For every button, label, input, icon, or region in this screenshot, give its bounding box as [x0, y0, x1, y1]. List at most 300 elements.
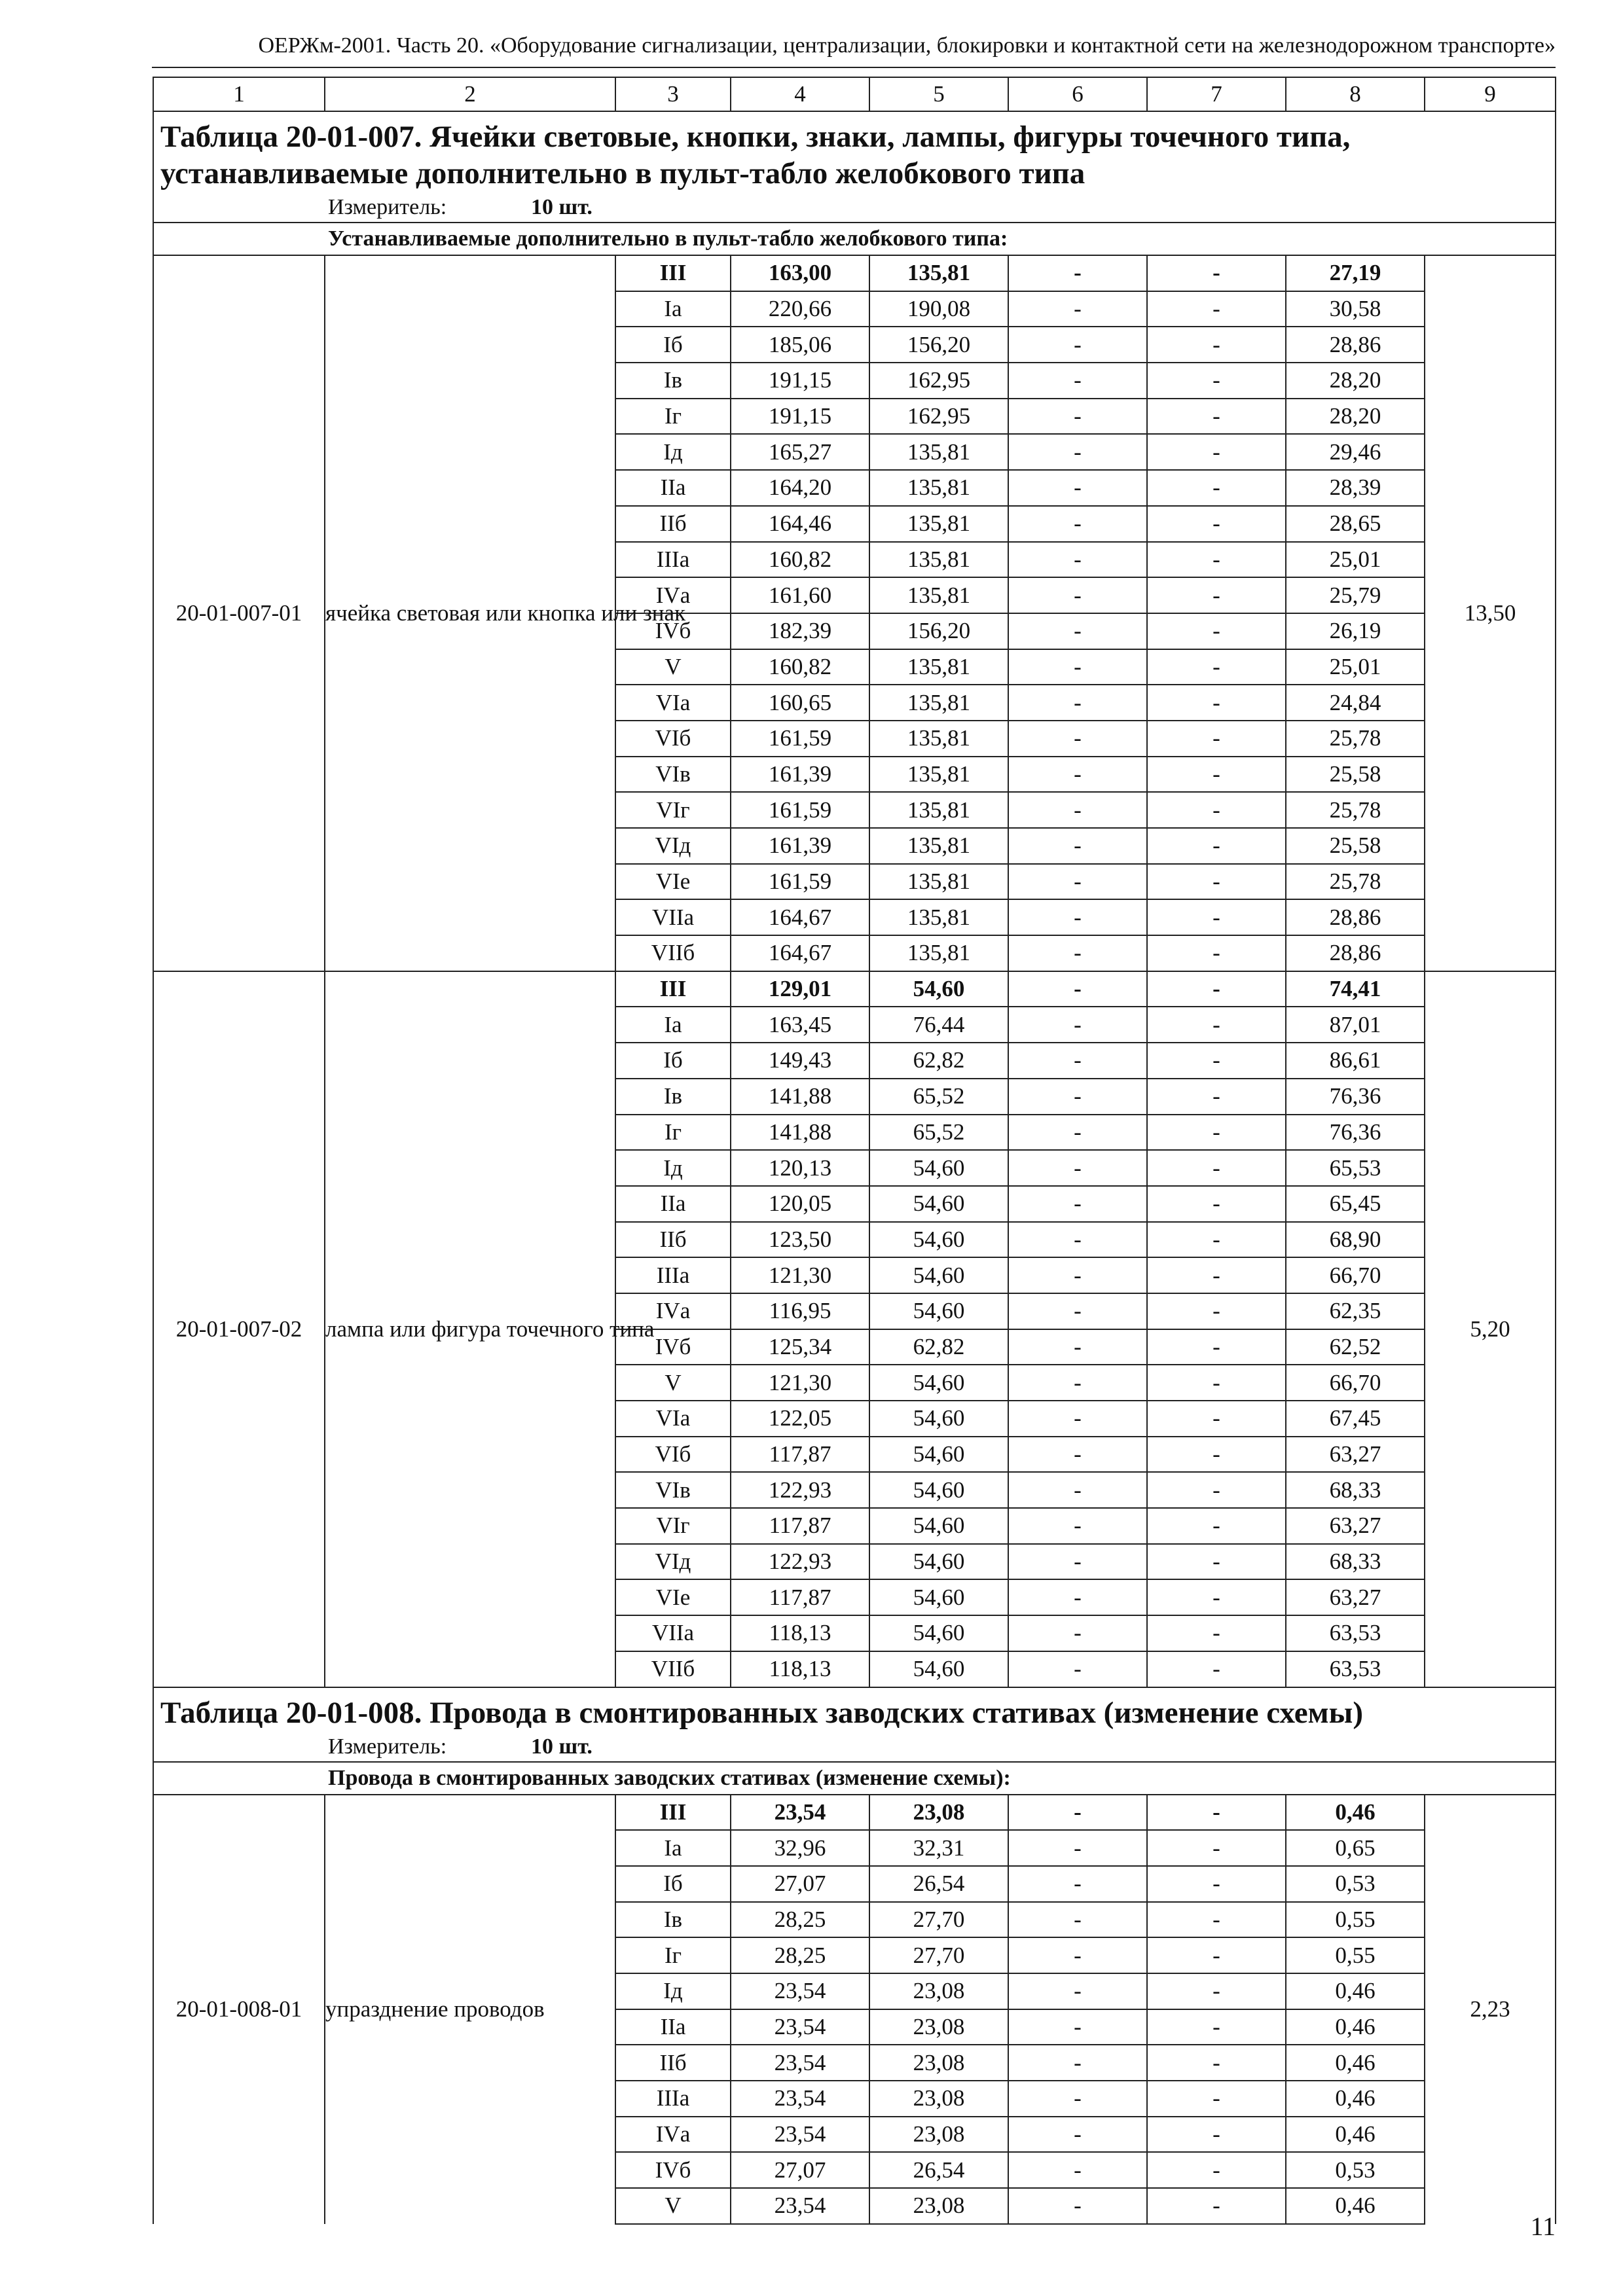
materials-cell: 63,53: [1286, 1615, 1425, 1651]
zone-cell: V: [615, 649, 731, 685]
total-cost-cell: 121,30: [731, 1257, 869, 1293]
total-cost-cell: 23,54: [731, 2045, 869, 2081]
zone-cell: III: [615, 971, 731, 1007]
machines-cell: -: [1008, 1115, 1147, 1151]
measure-cell: [153, 193, 1556, 223]
materials-cell: 24,84: [1286, 685, 1425, 721]
machines-cell: -: [1008, 1293, 1147, 1329]
total-cost-cell: 185,06: [731, 327, 869, 363]
measure-row: [153, 1732, 1556, 1762]
drivers-wages-cell: -: [1147, 1007, 1286, 1043]
measure-cell: [153, 1732, 1556, 1762]
materials-cell: 27,19: [1286, 255, 1425, 291]
wages-cell: 135,81: [869, 542, 1008, 578]
wages-cell: 156,20: [869, 327, 1008, 363]
total-cost-cell: 32,96: [731, 1830, 869, 1866]
rate-description: лампа или фигура точечного типа: [325, 971, 615, 1687]
zone-cell: VIб: [615, 1437, 731, 1473]
machines-cell: -: [1008, 1795, 1147, 1831]
drivers-wages-cell: -: [1147, 1472, 1286, 1508]
total-cost-cell: 23,54: [731, 2009, 869, 2045]
materials-cell: 28,65: [1286, 506, 1425, 542]
wages-cell: 23,08: [869, 2045, 1008, 2081]
drivers-wages-cell: -: [1147, 828, 1286, 864]
wages-cell: 62,82: [869, 1329, 1008, 1365]
materials-cell: 0,46: [1286, 2045, 1425, 2081]
total-cost-cell: 121,30: [731, 1365, 869, 1401]
machines-cell: -: [1008, 613, 1147, 649]
drivers-wages-cell: -: [1147, 542, 1286, 578]
machines-cell: -: [1008, 1973, 1147, 2009]
machines-cell: -: [1008, 935, 1147, 971]
zone-cell: IIIа: [615, 542, 731, 578]
total-cost-cell: 23,54: [731, 2081, 869, 2117]
machines-cell: -: [1008, 1651, 1147, 1687]
zone-cell: Iа: [615, 1830, 731, 1866]
total-cost-cell: 122,05: [731, 1401, 869, 1437]
wages-cell: 135,81: [869, 649, 1008, 685]
column-number-row: [153, 77, 1556, 111]
drivers-wages-cell: -: [1147, 1401, 1286, 1437]
materials-cell: 25,01: [1286, 542, 1425, 578]
column-number: 7: [1147, 77, 1286, 111]
wages-cell: 54,60: [869, 1437, 1008, 1473]
drivers-wages-cell: -: [1147, 1293, 1286, 1329]
zone-cell: VIв: [615, 1472, 731, 1508]
drivers-wages-cell: -: [1147, 649, 1286, 685]
materials-cell: 0,55: [1286, 1937, 1425, 1973]
materials-cell: 66,70: [1286, 1365, 1425, 1401]
machines-cell: -: [1008, 721, 1147, 757]
materials-cell: 0,46: [1286, 1973, 1425, 2009]
machines-cell: -: [1008, 434, 1147, 470]
drivers-wages-cell: -: [1147, 1437, 1286, 1473]
machines-cell: -: [1008, 1579, 1147, 1615]
materials-cell: 0,65: [1286, 1830, 1425, 1866]
zone-cell: IIа: [615, 470, 731, 506]
zone-cell: IIIа: [615, 2081, 731, 2117]
wages-cell: 135,81: [869, 899, 1008, 935]
materials-cell: 26,19: [1286, 613, 1425, 649]
zone-cell: IIб: [615, 2045, 731, 2081]
materials-cell: 0,46: [1286, 2188, 1425, 2224]
materials-cell: 87,01: [1286, 1007, 1425, 1043]
zone-cell: IVа: [615, 1293, 731, 1329]
machines-cell: -: [1008, 327, 1147, 363]
drivers-wages-cell: -: [1147, 2152, 1286, 2188]
column-number: 2: [325, 77, 615, 111]
machines-cell: -: [1008, 1401, 1147, 1437]
materials-cell: 25,79: [1286, 577, 1425, 613]
materials-cell: 63,27: [1286, 1508, 1425, 1544]
machines-cell: -: [1008, 2081, 1147, 2117]
wages-cell: 54,60: [869, 1544, 1008, 1580]
zone-cell: IIб: [615, 506, 731, 542]
column-number: 3: [615, 77, 731, 111]
materials-cell: 76,36: [1286, 1079, 1425, 1115]
column-number: 4: [731, 77, 869, 111]
table-title: Таблица 20-01-007. Ячейки световые, кнопки, знаки, лампы, фигуры точечного типа, устанавливаемые дополнительно в пульт-табло желобкового типа: [153, 111, 1556, 193]
machines-cell: -: [1008, 971, 1147, 1007]
drivers-wages-cell: -: [1147, 1902, 1286, 1938]
total-cost-cell: 27,07: [731, 2152, 869, 2188]
wages-cell: 162,95: [869, 399, 1008, 435]
total-cost-cell: 164,20: [731, 470, 869, 506]
total-cost-cell: 27,07: [731, 1866, 869, 1902]
rate-code: 20-01-007-01: [153, 255, 325, 971]
machines-cell: -: [1008, 1472, 1147, 1508]
materials-cell: 65,53: [1286, 1150, 1425, 1186]
wages-cell: 54,60: [869, 1401, 1008, 1437]
total-cost-cell: 191,15: [731, 363, 869, 399]
zone-cell: Iа: [615, 1007, 731, 1043]
total-cost-cell: 141,88: [731, 1079, 869, 1115]
materials-cell: 68,90: [1286, 1222, 1425, 1258]
machines-cell: -: [1008, 1007, 1147, 1043]
materials-cell: 28,86: [1286, 327, 1425, 363]
zone-cell: IIб: [615, 1222, 731, 1258]
column-number: 1: [153, 77, 325, 111]
materials-cell: 28,20: [1286, 399, 1425, 435]
wages-cell: 54,60: [869, 971, 1008, 1007]
machines-cell: -: [1008, 649, 1147, 685]
drivers-wages-cell: -: [1147, 613, 1286, 649]
zone-cell: IVб: [615, 1329, 731, 1365]
zone-cell: Iв: [615, 1902, 731, 1938]
wages-cell: 23,08: [869, 2188, 1008, 2224]
machines-cell: -: [1008, 1079, 1147, 1115]
table-row: [153, 1795, 1556, 1831]
drivers-wages-cell: -: [1147, 2188, 1286, 2224]
machines-cell: -: [1008, 1902, 1147, 1938]
machines-cell: -: [1008, 2045, 1147, 2081]
wages-cell: 54,60: [869, 1508, 1008, 1544]
drivers-wages-cell: -: [1147, 1830, 1286, 1866]
zone-cell: Iа: [615, 291, 731, 327]
table-row: [153, 971, 1556, 1007]
total-cost-cell: 164,67: [731, 935, 869, 971]
total-cost-cell: 118,13: [731, 1651, 869, 1687]
section-heading: Провода в смонтированных заводских стативах (изменение схемы):: [153, 1762, 1556, 1795]
zone-cell: IVа: [615, 577, 731, 613]
machines-cell: -: [1008, 1365, 1147, 1401]
zone-cell: IIIа: [615, 1257, 731, 1293]
total-cost-cell: 164,67: [731, 899, 869, 935]
zone-cell: Iд: [615, 1973, 731, 2009]
wages-cell: 135,81: [869, 864, 1008, 900]
wages-cell: 54,60: [869, 1651, 1008, 1687]
drivers-wages-cell: -: [1147, 1651, 1286, 1687]
machines-cell: -: [1008, 757, 1147, 793]
rates-table: [153, 77, 1556, 2225]
machines-cell: -: [1008, 1257, 1147, 1293]
drivers-wages-cell: -: [1147, 2045, 1286, 2081]
zone-cell: VIа: [615, 685, 731, 721]
materials-cell: 25,78: [1286, 864, 1425, 900]
zone-cell: VIIа: [615, 1615, 731, 1651]
header-divider: [152, 67, 1556, 68]
zone-cell: VIе: [615, 864, 731, 900]
machines-cell: -: [1008, 577, 1147, 613]
total-cost-cell: 28,25: [731, 1937, 869, 1973]
wages-cell: 135,81: [869, 506, 1008, 542]
machines-cell: -: [1008, 1437, 1147, 1473]
wages-cell: 27,70: [869, 1937, 1008, 1973]
total-cost-cell: 160,82: [731, 542, 869, 578]
rate-description: ячейка световая или кнопка или знак: [325, 255, 615, 971]
total-cost-cell: 161,39: [731, 828, 869, 864]
drivers-wages-cell: -: [1147, 971, 1286, 1007]
column-number: 5: [869, 77, 1008, 111]
drivers-wages-cell: -: [1147, 1365, 1286, 1401]
machines-cell: -: [1008, 1830, 1147, 1866]
total-cost-cell: 117,87: [731, 1437, 869, 1473]
total-cost-cell: 163,00: [731, 255, 869, 291]
wages-cell: 65,52: [869, 1115, 1008, 1151]
wages-cell: 23,08: [869, 1795, 1008, 1831]
total-cost-cell: 161,59: [731, 792, 869, 828]
materials-cell: 0,46: [1286, 2117, 1425, 2153]
materials-cell: 28,86: [1286, 899, 1425, 935]
drivers-wages-cell: -: [1147, 1866, 1286, 1902]
wages-cell: 26,54: [869, 2152, 1008, 2188]
drivers-wages-cell: -: [1147, 1150, 1286, 1186]
wages-cell: 76,44: [869, 1007, 1008, 1043]
drivers-wages-cell: -: [1147, 864, 1286, 900]
machines-cell: -: [1008, 542, 1147, 578]
materials-cell: 63,27: [1286, 1579, 1425, 1615]
wages-cell: 54,60: [869, 1222, 1008, 1258]
wages-cell: 32,31: [869, 1830, 1008, 1866]
zone-cell: Iг: [615, 399, 731, 435]
table-row: [153, 255, 1556, 291]
machines-cell: -: [1008, 399, 1147, 435]
drivers-wages-cell: -: [1147, 470, 1286, 506]
materials-cell: 28,86: [1286, 935, 1425, 971]
materials-cell: 63,27: [1286, 1437, 1425, 1473]
total-cost-cell: 149,43: [731, 1043, 869, 1079]
materials-cell: 62,52: [1286, 1329, 1425, 1365]
zone-cell: VIд: [615, 1544, 731, 1580]
total-cost-cell: 116,95: [731, 1293, 869, 1329]
labor-norm: 13,50: [1425, 255, 1556, 971]
wages-cell: 62,82: [869, 1043, 1008, 1079]
total-cost-cell: 129,01: [731, 971, 869, 1007]
drivers-wages-cell: -: [1147, 2117, 1286, 2153]
page-number: 11: [1530, 2212, 1556, 2241]
drivers-wages-cell: -: [1147, 1973, 1286, 2009]
drivers-wages-cell: -: [1147, 399, 1286, 435]
machines-cell: -: [1008, 1866, 1147, 1902]
wages-cell: 135,81: [869, 721, 1008, 757]
drivers-wages-cell: -: [1147, 1937, 1286, 1973]
total-cost-cell: 123,50: [731, 1222, 869, 1258]
materials-cell: 28,20: [1286, 363, 1425, 399]
drivers-wages-cell: -: [1147, 1615, 1286, 1651]
materials-cell: 67,45: [1286, 1401, 1425, 1437]
materials-cell: 68,33: [1286, 1544, 1425, 1580]
machines-cell: -: [1008, 685, 1147, 721]
materials-cell: 0,46: [1286, 2081, 1425, 2117]
zone-cell: IVа: [615, 2117, 731, 2153]
drivers-wages-cell: -: [1147, 1508, 1286, 1544]
materials-cell: 25,78: [1286, 792, 1425, 828]
zone-cell: IVб: [615, 2152, 731, 2188]
machines-cell: -: [1008, 470, 1147, 506]
zone-cell: V: [615, 2188, 731, 2224]
wages-cell: 162,95: [869, 363, 1008, 399]
drivers-wages-cell: -: [1147, 935, 1286, 971]
zone-cell: Iв: [615, 363, 731, 399]
wages-cell: 135,81: [869, 434, 1008, 470]
machines-cell: -: [1008, 1508, 1147, 1544]
rate-code: 20-01-007-02: [153, 971, 325, 1687]
wages-cell: 135,81: [869, 470, 1008, 506]
machines-cell: -: [1008, 363, 1147, 399]
wages-cell: 27,70: [869, 1902, 1008, 1938]
wages-cell: 65,52: [869, 1079, 1008, 1115]
machines-cell: -: [1008, 2188, 1147, 2224]
measure-label: Измеритель:: [328, 1734, 447, 1759]
machines-cell: -: [1008, 1186, 1147, 1222]
measure-value: 10 шт.: [531, 195, 593, 219]
total-cost-cell: 163,45: [731, 1007, 869, 1043]
total-cost-cell: 23,54: [731, 2117, 869, 2153]
total-cost-cell: 120,05: [731, 1186, 869, 1222]
zone-cell: IIа: [615, 2009, 731, 2045]
wages-cell: 54,60: [869, 1579, 1008, 1615]
drivers-wages-cell: -: [1147, 1579, 1286, 1615]
materials-cell: 86,61: [1286, 1043, 1425, 1079]
zone-cell: III: [615, 1795, 731, 1831]
materials-cell: 0,55: [1286, 1902, 1425, 1938]
total-cost-cell: 118,13: [731, 1615, 869, 1651]
zone-cell: VIв: [615, 757, 731, 793]
wages-cell: 135,81: [869, 255, 1008, 291]
column-number: 8: [1286, 77, 1425, 111]
drivers-wages-cell: -: [1147, 1544, 1286, 1580]
wages-cell: 156,20: [869, 613, 1008, 649]
zone-cell: VIе: [615, 1579, 731, 1615]
materials-cell: 25,78: [1286, 721, 1425, 757]
total-cost-cell: 117,87: [731, 1579, 869, 1615]
machines-cell: -: [1008, 291, 1147, 327]
machines-cell: -: [1008, 506, 1147, 542]
materials-cell: 74,41: [1286, 971, 1425, 1007]
rate-code: 20-01-008-01: [153, 1795, 325, 2224]
wages-cell: 23,08: [869, 2009, 1008, 2045]
zone-cell: Iв: [615, 1079, 731, 1115]
total-cost-cell: 161,59: [731, 721, 869, 757]
wages-cell: 54,60: [869, 1150, 1008, 1186]
drivers-wages-cell: -: [1147, 2009, 1286, 2045]
labor-norm: 2,23: [1425, 1795, 1556, 2224]
machines-cell: -: [1008, 792, 1147, 828]
machines-cell: -: [1008, 2009, 1147, 2045]
wages-cell: 54,60: [869, 1293, 1008, 1329]
materials-cell: 66,70: [1286, 1257, 1425, 1293]
zone-cell: VIб: [615, 721, 731, 757]
zone-cell: Iд: [615, 434, 731, 470]
measure-row: [153, 193, 1556, 223]
total-cost-cell: 182,39: [731, 613, 869, 649]
wages-cell: 54,60: [869, 1186, 1008, 1222]
total-cost-cell: 160,65: [731, 685, 869, 721]
zone-cell: Iб: [615, 327, 731, 363]
drivers-wages-cell: -: [1147, 1329, 1286, 1365]
materials-cell: 28,39: [1286, 470, 1425, 506]
materials-cell: 25,58: [1286, 757, 1425, 793]
total-cost-cell: 125,34: [731, 1329, 869, 1365]
total-cost-cell: 141,88: [731, 1115, 869, 1151]
table-body: [153, 77, 1556, 2224]
total-cost-cell: 161,59: [731, 864, 869, 900]
zone-cell: VIIа: [615, 899, 731, 935]
zone-cell: IVб: [615, 613, 731, 649]
materials-cell: 30,58: [1286, 291, 1425, 327]
drivers-wages-cell: -: [1147, 1795, 1286, 1831]
table-title: Таблица 20-01-008. Провода в смонтированных заводских стативах (изменение схемы): [153, 1687, 1556, 1732]
materials-cell: 65,45: [1286, 1186, 1425, 1222]
drivers-wages-cell: -: [1147, 1079, 1286, 1115]
wages-cell: 135,81: [869, 685, 1008, 721]
total-cost-cell: 160,82: [731, 649, 869, 685]
total-cost-cell: 23,54: [731, 2188, 869, 2224]
total-cost-cell: 191,15: [731, 399, 869, 435]
wages-cell: 54,60: [869, 1615, 1008, 1651]
zone-cell: VIг: [615, 1508, 731, 1544]
drivers-wages-cell: -: [1147, 327, 1286, 363]
wages-cell: 190,08: [869, 291, 1008, 327]
drivers-wages-cell: -: [1147, 899, 1286, 935]
materials-cell: 29,46: [1286, 434, 1425, 470]
rate-description: упразднение проводов: [325, 1795, 615, 2224]
zone-cell: VIа: [615, 1401, 731, 1437]
wages-cell: 54,60: [869, 1472, 1008, 1508]
materials-cell: 25,01: [1286, 649, 1425, 685]
measure-label: Измеритель:: [328, 195, 447, 219]
machines-cell: -: [1008, 2152, 1147, 2188]
machines-cell: -: [1008, 255, 1147, 291]
zone-cell: Iг: [615, 1115, 731, 1151]
materials-cell: 25,58: [1286, 828, 1425, 864]
wages-cell: 54,60: [869, 1365, 1008, 1401]
total-cost-cell: 120,13: [731, 1150, 869, 1186]
total-cost-cell: 28,25: [731, 1902, 869, 1938]
zone-cell: VIIб: [615, 935, 731, 971]
total-cost-cell: 161,60: [731, 577, 869, 613]
drivers-wages-cell: -: [1147, 506, 1286, 542]
drivers-wages-cell: -: [1147, 434, 1286, 470]
drivers-wages-cell: -: [1147, 1257, 1286, 1293]
drivers-wages-cell: -: [1147, 1043, 1286, 1079]
machines-cell: -: [1008, 1329, 1147, 1365]
zone-cell: VIIб: [615, 1651, 731, 1687]
zone-cell: Iд: [615, 1150, 731, 1186]
wages-cell: 23,08: [869, 2081, 1008, 2117]
wages-cell: 54,60: [869, 1257, 1008, 1293]
wages-cell: 135,81: [869, 757, 1008, 793]
machines-cell: -: [1008, 864, 1147, 900]
zone-cell: V: [615, 1365, 731, 1401]
drivers-wages-cell: -: [1147, 757, 1286, 793]
machines-cell: -: [1008, 1043, 1147, 1079]
wages-cell: 26,54: [869, 1866, 1008, 1902]
wages-cell: 135,81: [869, 935, 1008, 971]
measure-value: 10 шт.: [531, 1734, 593, 1759]
drivers-wages-cell: -: [1147, 291, 1286, 327]
machines-cell: -: [1008, 1615, 1147, 1651]
